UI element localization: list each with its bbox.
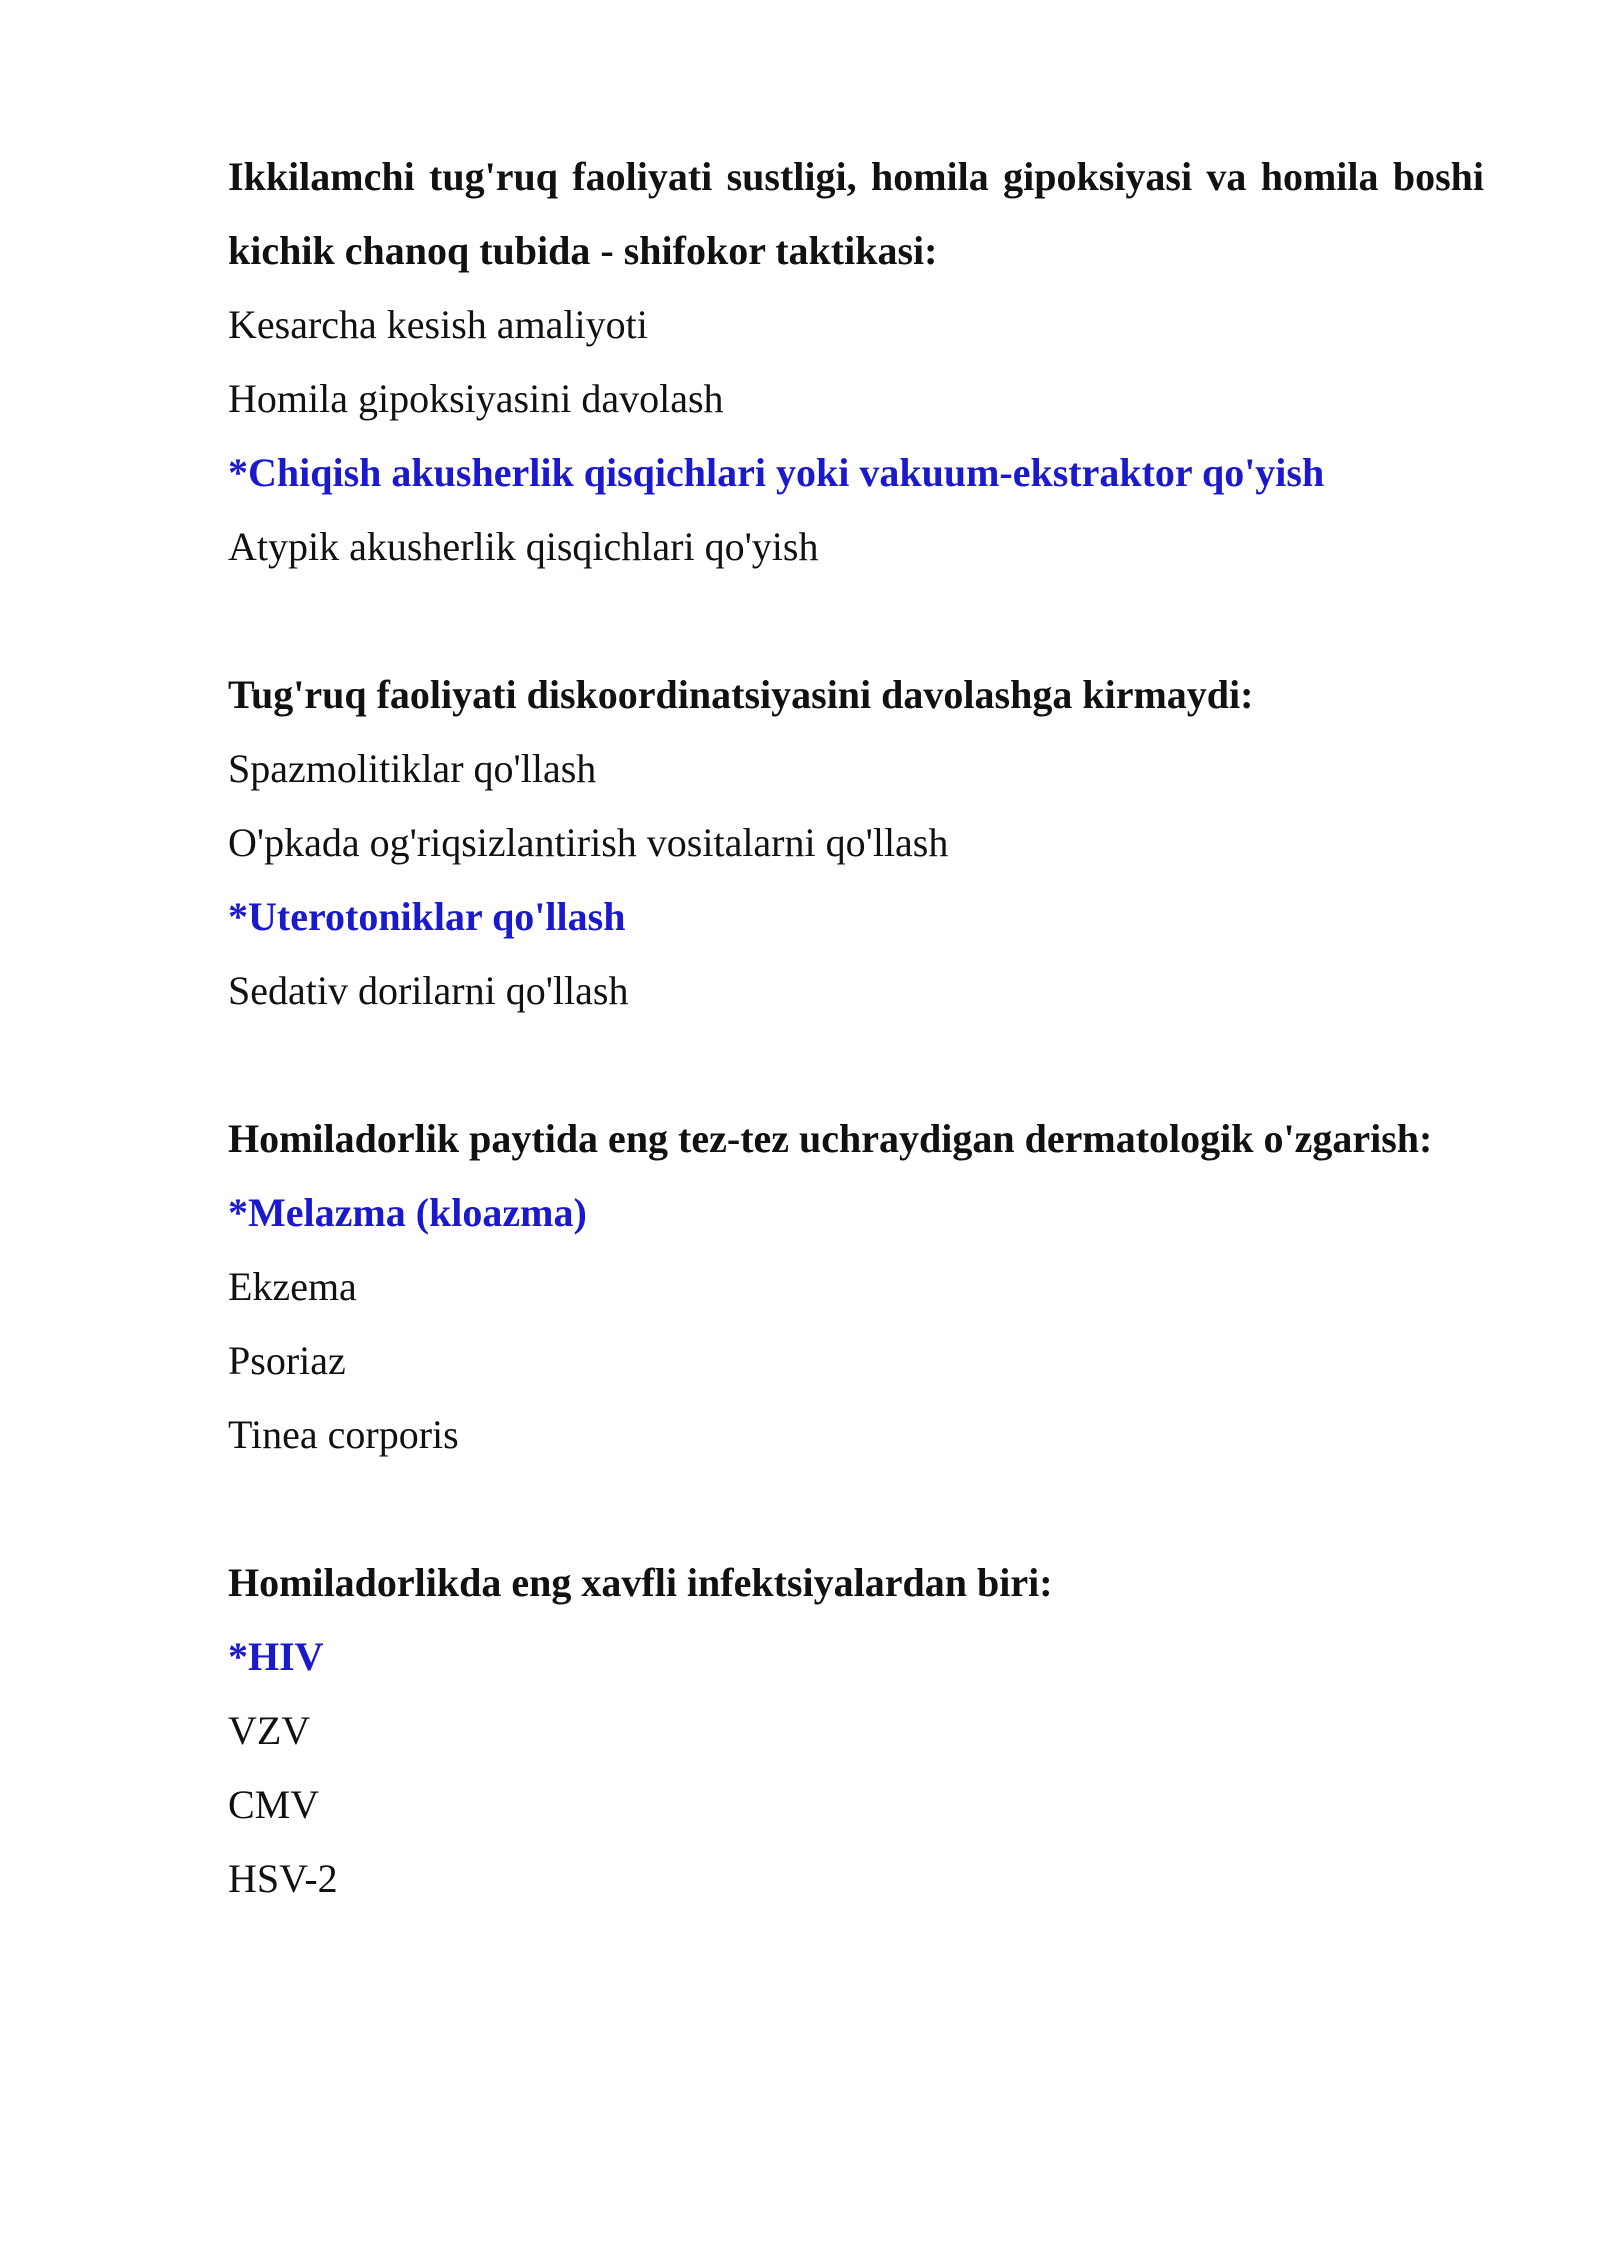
answer-option: Psoriaz bbox=[228, 1338, 346, 1383]
answer-option: Homila gipoksiyasini davolash bbox=[228, 376, 724, 421]
question-2 bbox=[228, 658, 1484, 1028]
question-1 bbox=[228, 140, 1484, 584]
question-text: Homiladorlikda eng xavfli infektsiyalardan biri: bbox=[228, 1560, 1053, 1605]
question-3 bbox=[228, 1102, 1484, 1472]
answer-option: Atypik akusherlik qisqichlari qo'yish bbox=[228, 524, 819, 569]
correct-answer-option: *Uterotoniklar qo'llash bbox=[228, 894, 626, 939]
question-4 bbox=[228, 1546, 1484, 1916]
question-text: Ikkilamchi tug'ruq faoliyati sustligi, homila gipoksiyasi va homila boshi kichik chanoq tubida - shifokor taktikasi: bbox=[228, 154, 1484, 273]
correct-answer-option: *Chiqish akusherlik qisqichlari yoki vakuum-ekstraktor qo'yish bbox=[228, 450, 1325, 495]
correct-answer-option: *HIV bbox=[228, 1634, 324, 1679]
answer-option: CMV bbox=[228, 1782, 320, 1827]
answer-option: Sedativ dorilarni qo'llash bbox=[228, 968, 629, 1013]
question-text: Homiladorlik paytida eng tez-tez uchraydigan dermatologik o'zgarish: bbox=[228, 1116, 1433, 1161]
question-text: Tug'ruq faoliyati diskoordinatsiyasini davolashga kirmaydi: bbox=[228, 672, 1254, 717]
answer-option: O'pkada og'riqsizlantirish vositalarni qo'llash bbox=[228, 820, 949, 865]
answer-option: Ekzema bbox=[228, 1264, 357, 1309]
document-page bbox=[228, 140, 1484, 1990]
correct-answer-option: *Melazma (kloazma) bbox=[228, 1190, 587, 1235]
answer-option: Spazmolitiklar qo'llash bbox=[228, 746, 597, 791]
answer-option: VZV bbox=[228, 1708, 311, 1753]
answer-option: HSV-2 bbox=[228, 1856, 338, 1901]
answer-option: Tinea corporis bbox=[228, 1412, 459, 1457]
answer-option: Kesarcha kesish amaliyoti bbox=[228, 302, 648, 347]
